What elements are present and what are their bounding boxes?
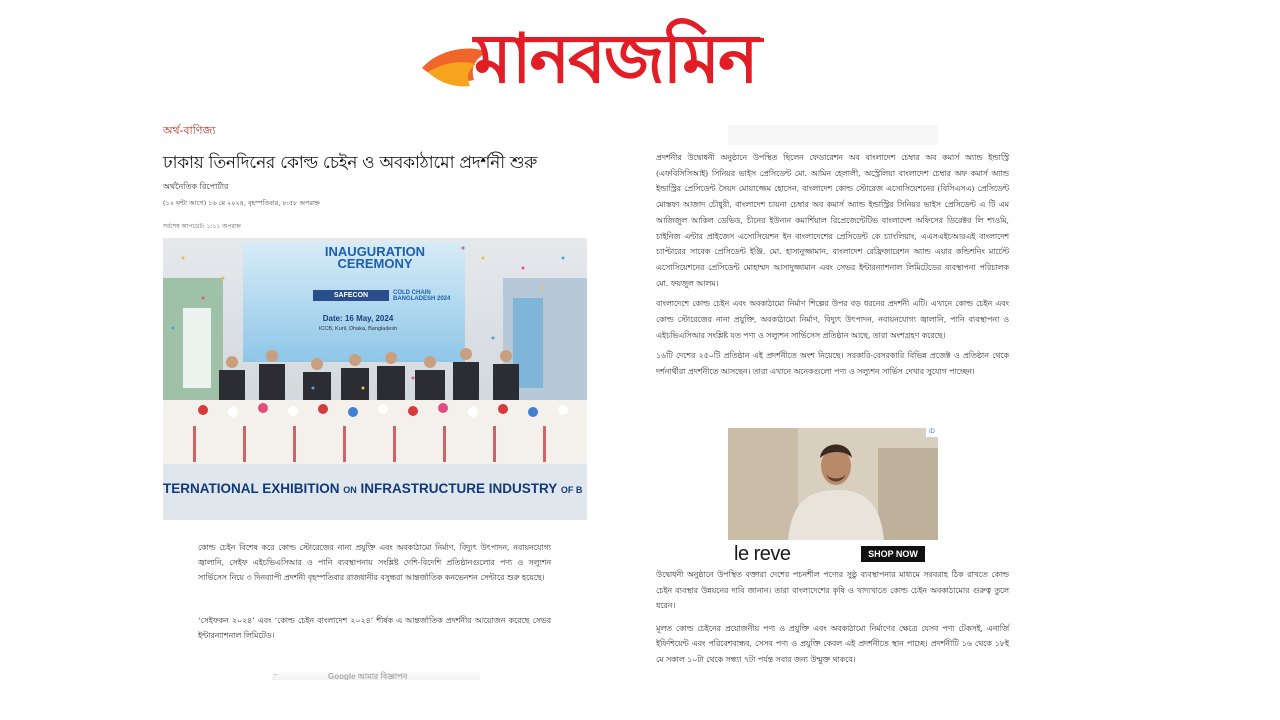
banner-title: INAUGURATION CEREMONY <box>324 244 426 271</box>
article-body-left <box>198 540 551 671</box>
article-body-right-2 <box>656 567 1009 674</box>
paragraph: কোল্ড চেইন বিশেষ করে কোল্ড স্টোরেজের নানা প্রযুক্তি এবং অবকাঠামো নির্মাণ, বিদ্যুৎ উৎপাদন, নবায়নযোগ্য জ্বালানি, সেইফ এইচভিএসিআর ও পানি ব্যবস্থাপনায় সংশ্লিষ্ট দেশি-বিদেশি প্রতিষ্ঠানগুলোর পণ্য ও সল্যুশন সার্ভিসেস নিয়ে ৩ দিনব্যাপী প্রদর্শনী বৃহস্পতিবার রাজধানীর বসুন্ধরা আন্তর্জাতিক কনভেনশন সেন্টারে শুরু হয়েছে। <box>198 543 551 582</box>
paragraph: মূলত কোল্ড চেইনের প্রয়োজনীয় পণ্য ও প্রযুক্তি এবং অবকাঠামো নির্মাণের ক্ষেত্রে যেসব পণ্য টেকসই, এনার্জি ইফিশিয়েন্ট এবং পরিবেশবান্ধব, সেসব পণ্য ও প্রযুক্তি কেবল এই প্রদর্শনীতে স্থান পাচ্ছে। প্রদর্শনীটি ১৬ থেকে ১৮ই মে সকাল ১০টা থেকে সন্ধ্যা ৭টা পর্যন্ত সবার জন্য উন্মুক্ত থাকবে। <box>656 623 1009 664</box>
ad-brand-logo: le reve <box>734 543 791 565</box>
lead-photo <box>163 238 587 520</box>
banner-venue: ICCB, Kuril, Dhaka, Bangladesh <box>318 326 398 332</box>
bottom-banner: TERNATIONAL EXHIBITION ON INFRASTRUCTURE INDUSTRY OF B <box>163 481 583 496</box>
advertisement[interactable] <box>728 428 938 568</box>
ad-placeholder <box>728 125 938 145</box>
google-ads-badge[interactable] <box>272 670 480 680</box>
article-body-right <box>656 150 1009 385</box>
article-headline: ঢাকায় তিনদিনের কোল্ড চেইন ও অবকাঠামো প্রদর্শনী শুরু <box>163 153 537 173</box>
ad-choices-icon[interactable]: iD <box>926 428 938 437</box>
article-updated: সর্বশেষ আপডেট: ১:১১ অপরাহ্ন <box>163 223 241 230</box>
banner-date: Date: 16 May, 2024 <box>322 314 394 323</box>
paragraph: ‘সেইফকন ২০২৪’ এবং ‘কোল্ড চেইন বাংলাদেশ ২০২৪’ শীর্ষক এ আন্তর্জাতিক প্রদর্শনীর আয়োজন করেছে সেভর ইন্টারন্যাশনাল লিমিটেড। <box>198 616 551 640</box>
masthead-logo[interactable] <box>418 10 770 110</box>
ad-shop-now-button[interactable]: SHOP NOW <box>861 546 925 562</box>
article-header <box>163 122 587 242</box>
logo-text: মানবজমিন <box>474 19 757 99</box>
paragraph: ১৬টি দেশের ২৫০টি প্রতিষ্ঠান এই প্রদর্শনীতে অংশ নিয়েছে। সরকারি-বেসরকারি বিভিন্ন প্রজেক্ট ও প্রতিষ্ঠান থেকে দর্শনার্থীরা প্রদর্শনীতে আসছেন। তারা এখানে অনেকগুলো পণ্য ও সল্যুশন সার্ভিস দেখার সুযোগ পাচ্ছেন। <box>656 351 1009 377</box>
google-badge-text: Google আমার বিজ্ঞাপন <box>328 672 408 680</box>
banner-logo-right: COLD CHAIN BANGLADESH 2024 <box>393 290 451 302</box>
back-arrow-icon: ← <box>272 670 280 678</box>
banner-logo-left: SAFECON <box>313 290 389 301</box>
paragraph: প্রদর্শনীর উদ্বোধনী অনুষ্ঠানে উপস্থিত ছিলেন ফেডারেশন অব বাংলাদেশ চেম্বার অব কমার্স অ্যান্ড ইন্ডাস্ট্রি (এফবিসিসিআই) সিনিয়র ভাইস প্রেসিডেন্ট মো. আমিন হেলালী, অস্ট্রেলিয়া বাংলাদেশ চেম্বার অফ কমার্স অ্যান্ড ইন্ডাস্ট্রির প্রেসিডেন্ট সৈয়দ মোয়াজ্জেম হোসেন, বাংলাদেশ কোল্ড স্টোরেজ এসোসিয়েশনের (বিসিএসএ) প্রেসিডেন্ট মোস্তফা আজাদ চৌধুরী, বাংলাদেশ চায়না চেম্বার অব কমার্স অ্যান্ড ইন্ডাস্ট্রির সিনিয়র ভাইস প্রেসিডেন্ট এ টি এম আজিজুল আকিল ডেভিড, চীনের ইউনান কমার্শিয়াল রিপ্রেজেন্টেটিভ বাংলাদেশ অফিসের ডিরেক্টর লি শাওমি, চাইনিজ এন্টার প্রাইজেস এসোসিয়েশন ইন বাংলাদেশের প্রেসিডেন্ট কে চ্যাংলিয়াং, এএসএইচআরএই বাংলাদেশ চ্যাপ্টারের সাবেক প্রেসিডেন্ট ইঞ্জি. মো. হাসানুজ্জামান, বাংলাদেশ রেফ্রিজারেশন অ্যান্ড এয়ার কন্ডিশনিং মার্চেন্ট এসোসিয়েশনের প্রেসিডেন্ট মোহাম্মদ আসাদুজ্জামান এবং সেভর ইন্টারন্যাশনাল লিমিটেডের ব্যবস্থাপনা পরিচালক মো. ফয়জুল আলম। <box>656 153 1009 288</box>
article-dateline: (১২ ঘন্টা আগে) ১৬ মে ২০২৪, বৃহস্পতিবার, ৮:৫৮ অপরাহ্ন <box>163 199 320 207</box>
paragraph: বাংলাদেশে কোল্ড চেইন এবং অবকাঠামো নির্মাণ শিল্পের উপর বড় ধরনের প্রদর্শনী এটি। এখানে কোল্ড চেইন এবং কোল্ড স্টোরেজের নানা প্রযুক্তি, অবকাঠামো নির্মাণ, বিদ্যুৎ উৎপাদন, নবায়নযোগ্য জ্বালানি, পানি ব্যবস্থাপনা ও এইচভিএসিআর সংশ্লিষ্ট যত পণ্য ও সল্যুশন সার্ভিসেস প্রতিষ্ঠান আছে, তারা অংশগ্রহণ করেছে। <box>656 299 1009 340</box>
article-byline: অর্থনৈতিক রিপোর্টার <box>163 182 229 191</box>
paragraph: উদ্বোধনী অনুষ্ঠানে উপস্থিত বক্তারা দেশের পচনশীল পণ্যের সুষ্ঠু ব্যবস্থাপনার মাধ্যমে সরবরাহ ঠিক রাখতে কোল্ড চেইন ব্যবস্থার উন্নয়নের দাবি জানান। তারা বাংলাদেশের কৃষি ও খাদ্যখাতে কোল্ড চেইন অবকাঠামোর গুরুত্ব তুলে ধরেন। <box>656 570 1009 610</box>
category-link[interactable]: অর্থ-বাণিজ্য <box>163 124 216 137</box>
